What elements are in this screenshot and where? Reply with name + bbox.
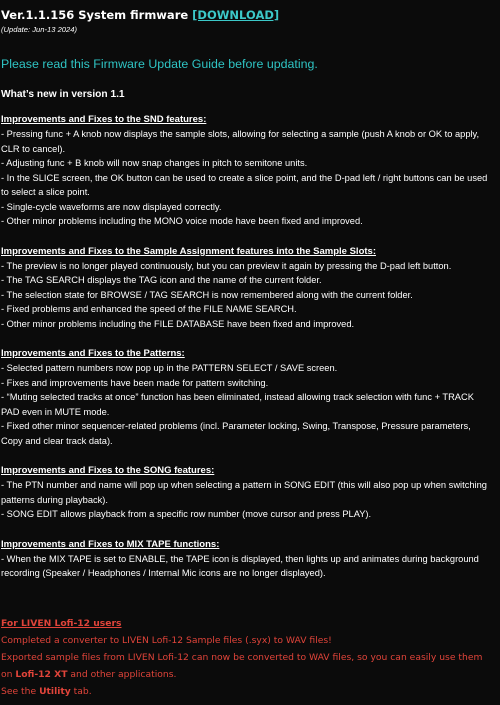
whats-new-heading: What’s new in version 1.1 (1, 89, 125, 100)
download-link[interactable]: [DOWNLOAD] (192, 8, 280, 22)
list-item: - The TAG SEARCH displays the TAG icon and the name of the current folder. (1, 275, 322, 285)
list-item: - When the MIX TAPE is set to ENABLE, the TAPE icon is displayed, then lights up and animates during background recording (Speaker / Headphones / Internal Mic icons are no longer displayed). (1, 553, 479, 578)
liven-line-export (1, 649, 492, 683)
song-section (1, 464, 500, 522)
section-heading: Improvements and Fixes to MIX TAPE functions: (1, 538, 220, 550)
liven-heading: For LIVEN Lofi-12 users (1, 617, 122, 629)
list-item: - Fixed problems and enhanced the speed of the FILE NAME SEARCH. (1, 304, 297, 314)
section-heading: Improvements and Fixes to the Patterns: (1, 348, 185, 359)
list-item: - In the SLICE screen, the OK button can be used to create a slice point, and the D-pad left / right buttons can be used to select a slice point. (1, 172, 488, 197)
update-date: (Update: Jun-13 2024) (1, 25, 77, 34)
list-item: - The selection state for BROWSE / TAG SEARCH is now remembered along with the current folder. (1, 289, 413, 300)
utility-tab-link[interactable]: Utility (39, 685, 71, 697)
sample-assignment-section (1, 245, 500, 332)
liven-export-text-end: and other applications. (67, 668, 177, 680)
list-item: - SONG EDIT allows playback from a specific row number (move cursor and press PLAY). (1, 509, 372, 519)
section-heading: Improvements and Fixes to the SONG features: (1, 465, 215, 476)
firmware-title-text: Ver.1.1.156 System firmware (1, 8, 193, 22)
mix-tape-section (1, 538, 500, 581)
utility-prefix: See the (1, 685, 40, 697)
list-item: - Single-cycle waveforms are now displayed correctly. (1, 201, 222, 212)
list-item: - Selected pattern numbers now pop up in the PATTERN SELECT / SAVE screen. (1, 363, 338, 373)
list-item: - Other minor problems including the FILE DATABASE have been fixed and improved. (1, 318, 355, 329)
section-heading: Improvements and Fixes to the Sample Assignment features into the Sample Slots: (1, 245, 376, 257)
list-item: - The PTN number and name will pop up when selecting a pattern in SONG EDIT (this will also pop up when switching patterns during playback). (1, 480, 487, 505)
section-heading: Improvements and Fixes to the SND features: (1, 114, 207, 125)
list-item: - Fixes and improvements have been made for pattern switching. (1, 377, 269, 388)
lofi-12-xt-label: Lofi-12 XT (15, 668, 68, 680)
firmware-title (1, 7, 500, 24)
liven-line-converter: Completed a converter to LIVEN Lofi-12 Sample files (.syx) to WAV files! (1, 634, 332, 646)
liven-line-utility (1, 683, 492, 700)
liven-section (1, 615, 500, 700)
list-item: - Other minor problems including the MONO voice mode have been fixed and improved. (1, 216, 363, 226)
list-item: - Pressing func + A knob now displays the sample slots, allowing for selecting a sample (push A knob or OK to apply, CLR to cancel). (1, 129, 480, 154)
list-item: - The preview is no longer played continuously, but you can preview it again by pressing the D-pad left button. (1, 260, 452, 271)
liven-export-text: Exported sample files from LIVEN Lofi-12 can now be converted to WAV files, so you can easily use them on (1, 651, 483, 680)
firmware-guide-notice[interactable]: Please read this Firmware Update Guide before updating. (1, 57, 318, 71)
snd-section (1, 113, 500, 229)
utility-suffix: tab. (70, 685, 92, 697)
list-item: - Adjusting func + B knob will now snap changes in pitch to semitone units. (1, 158, 308, 168)
list-item: - Fixed other minor sequencer-related problems (incl. Parameter locking, Swing, Transpose, Pressure parameters, Copy and clear track data). (1, 421, 471, 446)
list-item: - “Muting selected tracks at once” function has been eliminated, instead allowing track selection with func + TRACK PAD even in MUTE mode. (1, 392, 474, 417)
patterns-section (1, 347, 500, 448)
